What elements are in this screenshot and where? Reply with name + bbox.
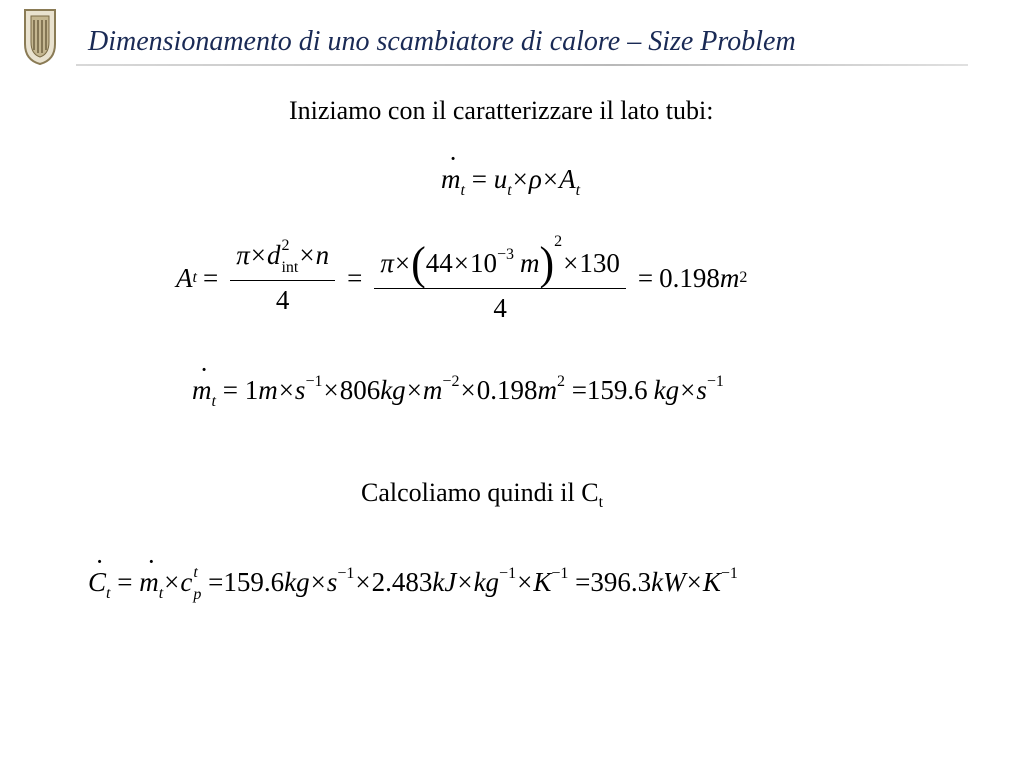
eq2-pi2: π (380, 248, 394, 278)
eq4-times6: × (686, 567, 702, 597)
eq2-times3: × (394, 248, 411, 278)
eq3-times4: × (460, 375, 476, 405)
eq4-C: · C (88, 569, 106, 596)
eq2-result: 0.198 (659, 262, 720, 293)
eq4-equals3: = (575, 567, 591, 597)
eq3-equals: = (222, 375, 238, 405)
eq4-K: K (533, 567, 552, 597)
eq2-rparen: ) (539, 237, 555, 290)
eq3-m2: m (258, 375, 278, 405)
eq2-exp2: 2 (281, 237, 290, 254)
eq4-equals: = (117, 567, 133, 597)
eq2-den1: 4 (230, 280, 335, 314)
eq1-sub-t: t (460, 182, 465, 199)
eq1-sub-t3: t (575, 182, 581, 199)
section-ct-text-sub: t (598, 494, 604, 511)
eq3-sub-t: t (211, 393, 216, 410)
eq4-equals2: = (208, 567, 224, 597)
eq1-sub-t2: t (507, 182, 512, 199)
eq2-equals: = (202, 262, 219, 293)
eq2-equals3: = (637, 262, 654, 293)
eq3-expm1: −1 (305, 373, 323, 390)
eq1-times2: × (542, 164, 559, 194)
eq2-frac1 (230, 237, 335, 315)
eq3-equals2: = (571, 375, 587, 405)
eq4-expm1b: −1 (499, 565, 517, 582)
eq3-expm2: −2 (442, 373, 460, 390)
eq3-s: s (294, 375, 306, 405)
eq4-times3: × (355, 567, 371, 597)
eq2-frac2 (374, 234, 626, 322)
eq2-10: 10 (469, 248, 497, 278)
section-ct-text (361, 478, 603, 512)
eq3-times5: × (680, 375, 696, 405)
eq2-expm3: −3 (496, 246, 514, 263)
eq2-m: m (520, 248, 540, 278)
eq2-result-m: m (719, 262, 740, 293)
eq3-kg2: kg (653, 375, 680, 405)
eq4-kg2: kg (473, 567, 500, 597)
eq4-times5: × (517, 567, 533, 597)
equation-heat-capacity-rate (88, 563, 738, 603)
eq2-d-supsub (281, 237, 299, 276)
equation-mass-flow-definition (441, 166, 580, 199)
eq1-u: u (493, 164, 508, 194)
eq3-s2: s (696, 375, 707, 405)
eq4-kW: kW (651, 567, 686, 597)
eq3-m3: m (422, 375, 443, 405)
eq3-0198: 0.198 (476, 375, 538, 405)
eq1-rho: ρ (528, 164, 542, 194)
eq2-equals2: = (347, 262, 363, 293)
eq3-m4: m (537, 375, 557, 405)
eq2-A: A (176, 262, 193, 293)
eq1-m: · m (441, 166, 461, 193)
eq2-result-exp: 2 (739, 269, 748, 286)
equation-mass-flow-value (192, 374, 724, 410)
eq4-sub-t: t (106, 585, 111, 602)
eq3-806: 806 (339, 375, 381, 405)
eq2-times4: × (453, 248, 469, 278)
eq2-int: int (281, 259, 299, 276)
eq2-times2: × (299, 240, 315, 271)
eq3-one: 1 (244, 375, 259, 405)
eq4-1596: 159.6 (223, 567, 285, 597)
university-logo-icon (22, 8, 58, 66)
eq2-sub-t: t (192, 269, 197, 286)
eq3-times: × (278, 375, 294, 405)
eq3-times2: × (323, 375, 339, 405)
eq3-1596: 159.6 (586, 375, 648, 405)
eq1-equals: = (471, 164, 487, 194)
eq4-c: c (180, 567, 193, 597)
eq2-lparen: ( (411, 237, 426, 290)
eq2-d: d (266, 240, 281, 271)
eq4-3963: 396.3 (590, 567, 652, 597)
eq3-kg: kg (380, 375, 406, 405)
eq4-times4: × (457, 567, 473, 597)
eq4-s: s (326, 567, 338, 597)
eq1-A: A (559, 164, 576, 194)
eq4-expm1c: −1 (551, 565, 569, 582)
eq4-c-supsub (193, 563, 202, 603)
eq2-times: × (250, 240, 266, 271)
eq4-kg: kg (284, 567, 310, 597)
section-ct-text-main: Calcoliamo quindi il C (361, 478, 599, 507)
eq4-K2: K (702, 567, 721, 597)
page-title: Dimensionamento di uno scambiatore di calore – Size Problem (88, 26, 796, 57)
intro-text: Iniziamo con il caratterizzare il lato tubi: (289, 96, 714, 125)
eq4-expm1d: −1 (720, 565, 738, 582)
eq4-sup-t: t (193, 563, 198, 581)
eq2-130: 130 (579, 248, 620, 278)
eq4-sub-p: p (193, 585, 202, 603)
eq4-m: · m (139, 569, 159, 596)
equation-tube-area (176, 234, 747, 322)
eq2-exp2b: 2 (554, 233, 563, 250)
eq1-times: × (512, 164, 528, 194)
eq2-44: 44 (425, 248, 453, 278)
eq3-times3: × (406, 375, 422, 405)
eq4-expm1: −1 (337, 565, 355, 582)
eq4-2483: 2.483 (371, 567, 433, 597)
eq3-exp2: 2 (556, 373, 565, 390)
eq4-times2: × (310, 567, 326, 597)
title-divider (76, 64, 968, 66)
eq4-kJ: kJ (432, 567, 457, 597)
eq4-sub-t2: t (158, 585, 164, 602)
eq4-times: × (164, 567, 180, 597)
eq3-expm1b: −1 (706, 373, 724, 390)
eq2-n: n (315, 240, 330, 271)
eq2-times5: × (563, 248, 579, 278)
eq2-pi: π (236, 240, 250, 271)
eq2-den2: 4 (374, 288, 626, 322)
eq3-m: · m (192, 377, 212, 404)
